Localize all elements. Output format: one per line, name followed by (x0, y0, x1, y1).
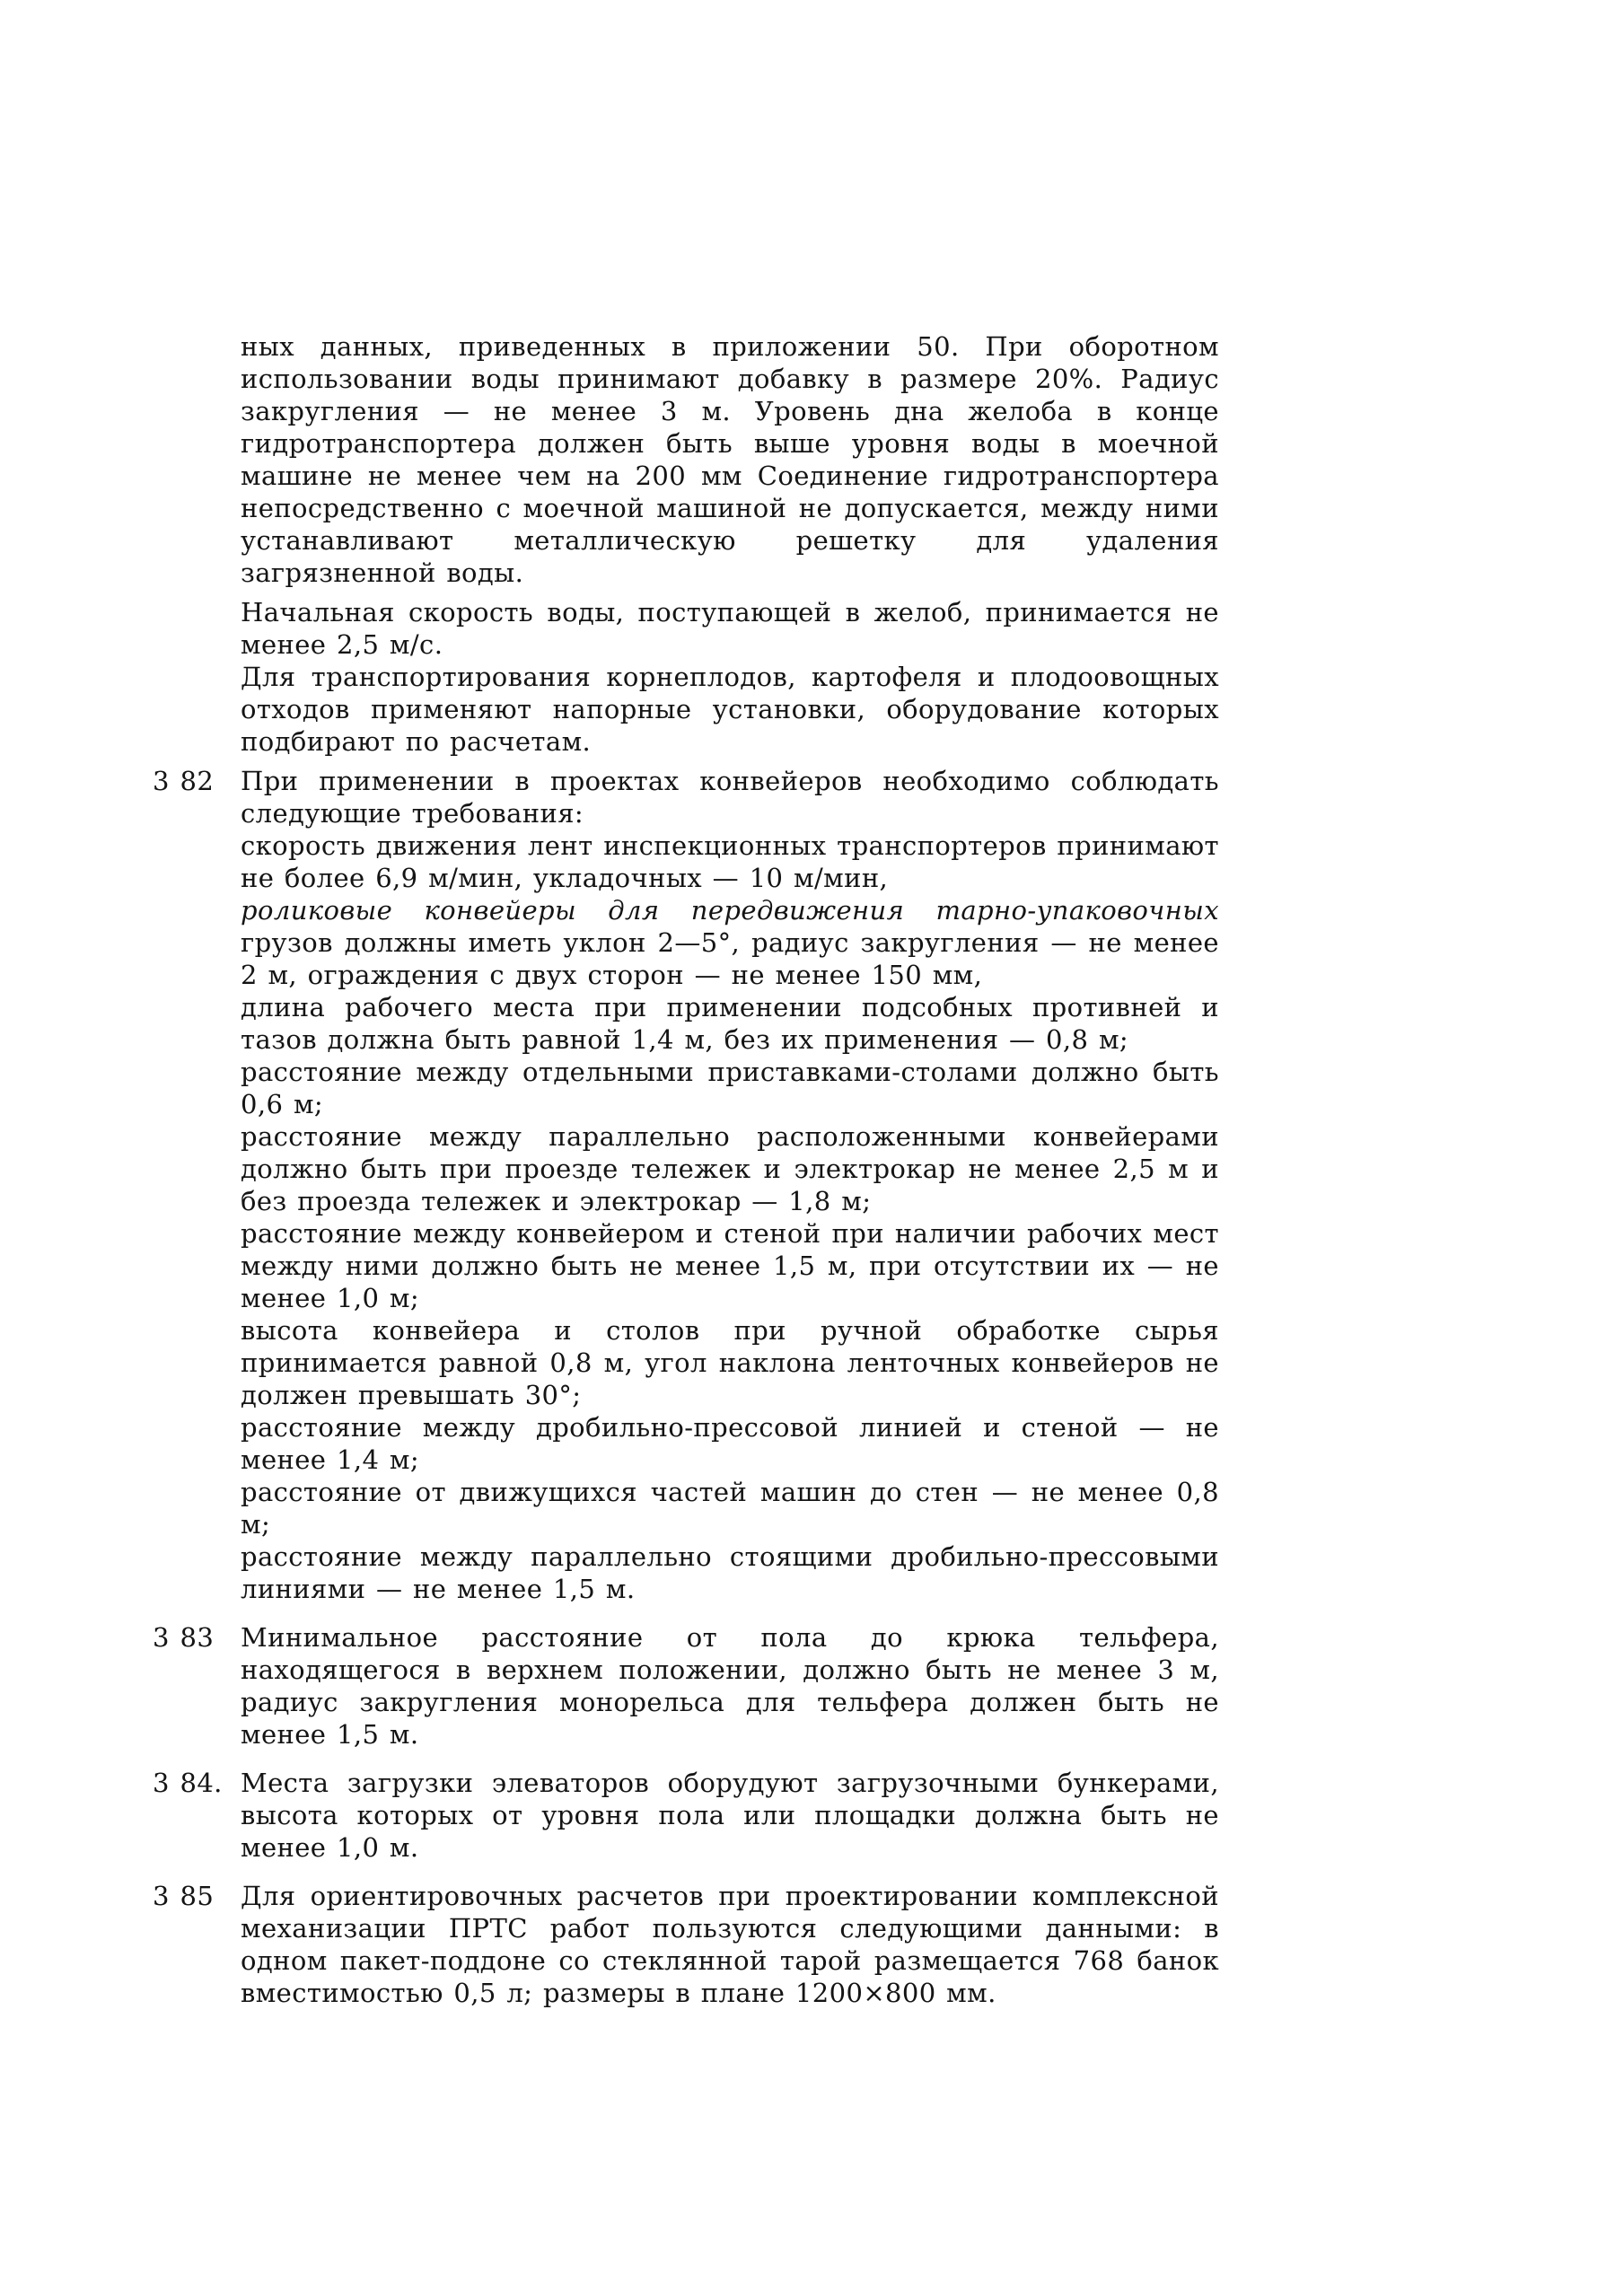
intro-paragraph: Для транспортирования корнеплодов, картофеля и плодоовощных отходов применяют напорные установки, оборудование которых подбирают по расчетам. (241, 662, 1219, 757)
text-column (153, 330, 1219, 2009)
clause-number: 3 83 (153, 1622, 215, 1653)
clause-text: Для ориентировочных расчетов при проектировании комплексной механизации ПРТС работ пользуются следующими данными: в одном пакет-поддоне со стеклянной тарой размещается 768 банок вместимостью 0,5 л; размеры в плане 1200×800 мм. (241, 1881, 1219, 2008)
clause-number: 3 85 (153, 1881, 215, 1911)
requirement-line: расстояние между отдельными приставками-столами должно быть 0,6 м; (241, 1057, 1219, 1119)
clause-number: 3 82 (153, 766, 215, 796)
clause-text: Минимальное расстояние от пола до крюка тельфера, находящегося в верхнем положении, должно быть не менее 3 м, радиус закругления монорельса для тельфера должен быть не менее 1,5 м. (241, 1622, 1219, 1750)
clause-3-85 (153, 1880, 1219, 2009)
requirement-italic: роликовые конвейеры для передвижения тарно-упаковочных (241, 895, 1219, 926)
requirement-line: расстояние между конвейером и стеной при наличии рабочих мест между ними должно быть не менее 1,5 м, при отсутствии их — не менее 1,0 м; (241, 1218, 1219, 1313)
clause-3-83 (153, 1621, 1219, 1751)
clause-3-82 (153, 765, 1219, 1605)
requirement-line: расстояние от движущихся частей машин до стен — не менее 0,8 м; (241, 1477, 1219, 1540)
clause-number: 3 84. (153, 1768, 223, 1798)
requirement-line: скорость движения лент инспекционных транспортеров принимают не более 6,9 м/мин, укладочных — 10 м/мин, (241, 830, 1219, 893)
requirement-line: высота конвейера и столов при ручной обработке сырья принимается равной 0,8 м, угол наклона ленточных конвейеров не должен превышать 30°; (241, 1315, 1219, 1410)
intro-paragraph: ных данных, приведенных в приложении 50. При оборотном использовании воды принимают добавку в размере 20%. Радиус закругления — не менее 3 м. Уровень дна желоба в конце гидротранспортера должен быть выше уровня воды в моечной машине не менее чем на 200 мм Соединение гидротранспортера непосредственно с моечной машиной не допускается, между ними устанавливают металлическую решетку для удаления загрязненной воды. (241, 331, 1219, 588)
clause-3-84 (153, 1767, 1219, 1864)
requirement-line: расстояние между параллельно расположенными конвейерами должно быть при проезде тележек и электрокар не менее 2,5 м и без проезда тележек и электрокар — 1,8 м; (241, 1121, 1219, 1216)
intro-paragraph: Начальная скорость воды, поступающей в желоб, принимается не менее 2,5 м/с. (241, 597, 1219, 660)
requirement-line: длина рабочего места при применении подсобных противней и тазов должна быть равной 1,4 м, без их применения — 0,8 м; (241, 992, 1219, 1055)
requirement-line (241, 894, 1219, 991)
requirement-line: расстояние между дробильно-прессовой линией и стеной — не менее 1,4 м; (241, 1412, 1219, 1475)
clause-text: Места загрузки элеваторов оборудуют загрузочными бункерами, высота которых от уровня пола или площадки должна быть не менее 1,0 м. (241, 1768, 1219, 1863)
requirement-line: расстояние между параллельно стоящими дробильно-прессовыми линиями — не менее 1,5 м. (241, 1541, 1219, 1604)
requirement-rest: грузов должны иметь уклон 2—5°, радиус закругления — не менее 2 м, ограждения с двух сторон — не менее 150 мм, (241, 927, 1219, 990)
clause-text: При применении в проектах конвейеров необходимо соблюдать следующие требования: (241, 766, 1219, 829)
